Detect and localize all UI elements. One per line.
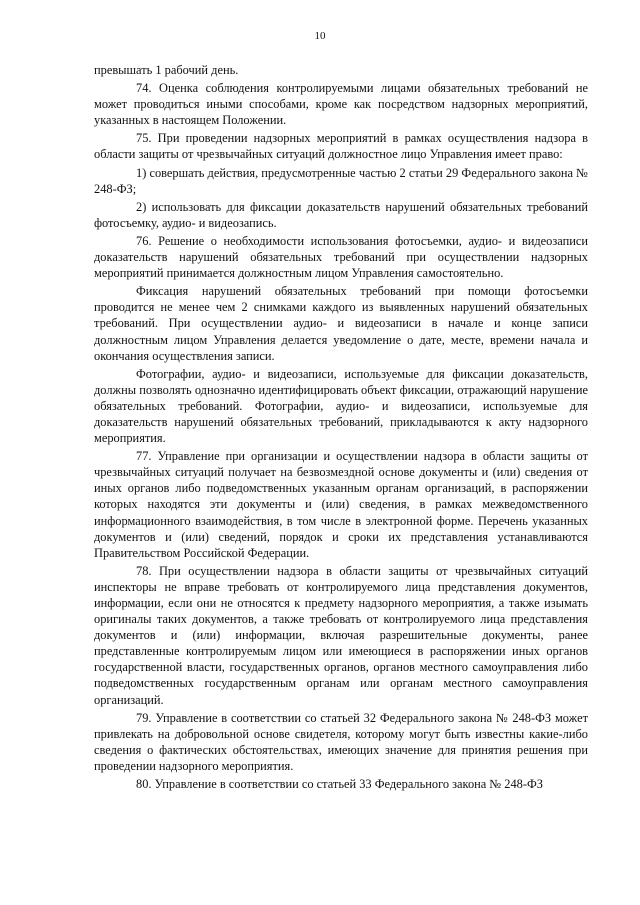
- paragraph-75: 75. При проведении надзорных мероприятий в рамках осуществления надзора в области защиты от чрезвычайных ситуаций должностное лицо Управления имеет право:: [94, 131, 588, 162]
- paragraph-74: 74. Оценка соблюдения контролируемыми лицами обязательных требований не может проводиться иными способами, кроме как посредством надзорных мероприятий, указанных в настоящем Положении.: [94, 81, 588, 128]
- paragraph-79: 79. Управление в соответствии со статьей 32 Федерального закона № 248-ФЗ может привлекать на добровольной основе свидетеля, которому могут быть известны какие-либо сведения о фактических обстоятельствах, имеющих значение для принятия решения при проведении надзорного мероприятия.: [94, 710, 588, 773]
- paragraph-78: 78. При осуществлении надзора в области защиты от чрезвычайных ситуаций инспекторы не вправе требовать от контролируемого лица представления документов, информации, если они не относятся к предмету надзорного мероприятия, а также изымать оригиналы таких документов, а также требовать от контролируемого лица представления документов и (или) информации, включая разрешительные документы, ранее представленные контролируемым лицом или имеющиеся в распоряжении иных органов государственной власти, государственных органов, органов местного самоуправления либо подведомственных государственным органам или органам местного самоуправления организаций.: [94, 563, 588, 707]
- paragraph-75-item-1: 1) совершать действия, предусмотренные частью 2 статьи 29 Федерального закона № 248-ФЗ;: [94, 165, 588, 196]
- paragraph-77: 77. Управление при организации и осуществлении надзора в области защиты от чрезвычайных ситуаций получает на безвозмездной основе документы и (или) сведения от иных органов либо подведомственных указанным органам организаций, в распоряжении которых находятся эти документы и (или) сведения, в рамках межведомственного информационного взаимодействия, в том числе в электронной форме. Перечень указанных документов и (или) сведений, порядок и сроки их представления устанавливаются Правительством Российской Федерации.: [94, 449, 588, 560]
- paragraph-76-photo-fixation: Фиксация нарушений обязательных требований при помощи фотосъемки проводится не менее чем 2 снимками каждого из выявленных нарушений обязательных требований. При осуществлении аудио- и видеозаписи в начале и конце записи должностным лицом Управления делается уведомление о дате, месте, времени начала и окончания осуществления записи.: [94, 284, 588, 363]
- document-body: [94, 62, 588, 794]
- paragraph-76-photos-usage: Фотографии, аудио- и видеозаписи, используемые для фиксации доказательств, должны позволять однозначно идентифицировать объект фиксации, отражающий нарушение обязательных требований. Фотографии, аудио- и видеозаписи, используемые для доказательств нарушений обязательных требований, прикладываются к акту надзорного мероприятия.: [94, 366, 588, 446]
- paragraph-80: 80. Управление в соответствии со статьей 33 Федерального закона № 248-ФЗ: [136, 777, 543, 792]
- paragraph-76: 76. Решение о необходимости использования фотосъемки, аудио- и видеозаписи доказательств нарушений обязательных требований при осуществлении надзорных мероприятий принимается должностным лицом Управления самостоятельно.: [94, 233, 588, 281]
- page-number: 10: [314, 30, 326, 42]
- paragraph-continuation: превышать 1 рабочий день.: [94, 63, 239, 77]
- paragraph-75-item-2: 2) использовать для фиксации доказательств нарушений обязательных требований фотосъемку, аудио- и видеозапись.: [94, 199, 588, 230]
